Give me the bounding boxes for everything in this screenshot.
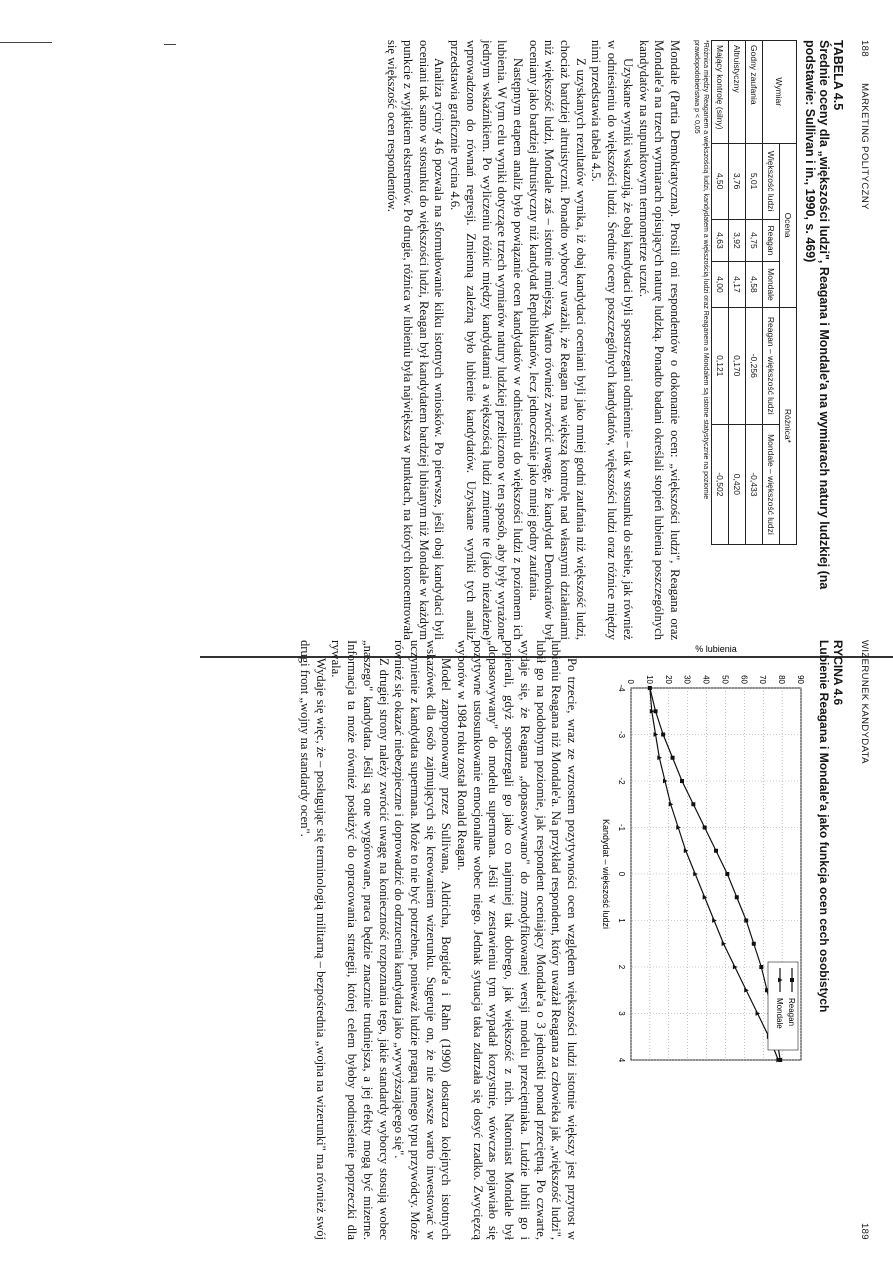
scan-mark-left (0, 42, 52, 43)
row-label: Godny zaufania (746, 41, 763, 144)
page-number: 189 (859, 1222, 870, 1240)
cell: 0,420 (729, 424, 746, 544)
paragraph: Z uzyskanych rezultatów wynika, iż obaj kandydaci oceniani byli jako mniej godni zaufania niż większość ludzi, chociaż bardziej altruistyczni. Ponadto wyborcy uważali, że Reagan ma większą kontrolę nad własnymi działaniami niż większość ludzi, Mondale zaś – istotnie mniejszą. Warto również zwrócić uwagę, że kandydat Demokratów był oceniany jako bardziej altruistyczny niż kandydat Republikanów, lecz jednocześnie jako mniej godny zaufania. (526, 40, 588, 640)
y-tick-label: 90 (796, 675, 805, 684)
y-tick-label: 80 (777, 675, 787, 684)
table-label: TABELA 4.5 (831, 40, 845, 111)
paragraph: Uzyskane wyniki wskazują, że obaj kandydaci byli spostrzegani odmiennie – tak w stosunku do siebie, jak również w odniesieniu do większości ludzi. Średnie oceny poszczególnych kandydatów, większości ludzi oraz różnice między nimi przedstawia tabela 4.5. (589, 40, 635, 640)
y-tick-label: 0 (626, 679, 635, 684)
running-head (859, 640, 870, 1240)
data-point-reagan (703, 826, 707, 830)
data-point-reagan (744, 919, 748, 923)
x-tick-label: -3 (617, 730, 626, 739)
figure-title: Lubienie Reagana i Mondale'a jako funkcja ocen cech osobistych (817, 640, 831, 1013)
col-header-diff-reagan: Reagan – większość ludzi (763, 307, 780, 424)
legend-label: Reagan (787, 998, 796, 1027)
paragraph: Mondale (Partia Demokratyczna). Prosili oni respondentów o dokonanie ocen: „większości ludzi", Reagana oraz Mondale'a na trzech wymiarach opisujących naturę ludzką. Ponadto badani określali stopień lubienia poszczególnych kandydatów na stupunktowym termometrze uczuć. (636, 40, 682, 640)
data-point-reagan (671, 756, 675, 760)
page-189 (90, 640, 870, 1240)
x-tick-label: 4 (617, 1057, 626, 1063)
x-tick-label: -4 (617, 684, 626, 692)
cell: 0,121 (712, 307, 729, 424)
table-row (729, 41, 746, 545)
data-point-reagan (759, 965, 763, 969)
col-header-reagan: Reagan (763, 219, 780, 262)
y-tick-label: 20 (663, 675, 673, 684)
data-point-reagan (735, 895, 739, 899)
figure-label: RYCINA 4.6 (831, 640, 845, 706)
table-row (712, 41, 729, 545)
data-point-reagan (725, 872, 729, 876)
body-text (296, 640, 579, 1240)
paragraph: Wydaje się więc, że – posługując się terminologią militarną – bezpośrednia „wojna na wizerunki" ma również swój drugi front „wojny na standardy ocen". (298, 640, 328, 1240)
data-point-reagan (691, 802, 695, 806)
cell: -0,256 (746, 307, 763, 424)
x-tick-label: 0 (617, 871, 626, 877)
x-tick-label: 1 (617, 918, 626, 923)
x-tick-label: 2 (617, 964, 626, 970)
group-header-ocena: Ocena (780, 143, 797, 307)
cell: 5,01 (746, 143, 763, 219)
cell: 4,00 (712, 262, 729, 308)
paragraph: Analiza ryciny 4.6 pozwala na sformułowanie kilku istotnych wniosków. Po pierwsze, jeśli obaj kandydaci byli oceniani tak samo w stosunku do większości ludzi, Reagan był kandydatem bardziej lubianym niż Mondale w każdym punkcie z wyjątkiem ekstremów. Po drugie, różnica w lubieniu była największa w punktach, na których koncentrowała się większość ocen respondentów. (385, 40, 447, 640)
table-caption (803, 40, 845, 640)
table-row (746, 41, 763, 545)
data-point-reagan (752, 942, 756, 946)
data-point-reagan (680, 779, 684, 783)
table-footnote: *Różnica między Reaganem a większością ludzi, kandydatem a większością ludzi oraz Reaganem a Mondalem są istotne statystycznie na poziomie prawdopodobieństwa p < 0,05 (693, 40, 709, 500)
y-axis-label: % lubienia (695, 644, 737, 654)
cell: 4,75 (746, 219, 763, 262)
x-tick-label: -2 (617, 777, 626, 785)
y-tick-label: 70 (758, 675, 768, 684)
figure-chart (589, 640, 809, 1240)
cell: 0,170 (729, 307, 746, 424)
y-tick-label: 10 (644, 675, 654, 684)
x-tick-label: -1 (617, 823, 626, 832)
cell: 3,76 (729, 143, 746, 219)
paragraph: Następnym etapem analiz było powiązanie ocen kandydatów w odniesieniu do większości ludzi z poziomem ich lubienia. W tym celu wyniki dotyczące trzech wymiarów natury ludzkiej przeliczono w ten sposób, aby były wyrażone jednym wskaźnikiem. Po wyliczeniu różnic między kandydatami a większością ludzi zmienne te (jako niezależne) wprowadzono do równań regresji. Zmienną zależną było lubienie kandydatów. Uzyskane wyniki tych analiz przedstawia graficznie rycina 4.6. (448, 40, 525, 640)
x-axis-label: Kandydat – większość ludzi (601, 818, 611, 930)
page-188 (50, 40, 870, 640)
running-head (859, 40, 870, 640)
y-tick-label: 50 (720, 675, 730, 684)
cell: 4,50 (712, 143, 729, 219)
y-tick-label: 30 (682, 675, 692, 684)
body-text (384, 40, 682, 640)
paragraph: Z drugiej strony należy zwrócić uwagę na konieczność rozpoznania tego, jakie standardy wyborcy stosują wobec „naszego" kandydata. Jeśli są one wygórowane, praca będzie znacznie trudniejsza, a jej efekty mogą być mizerne. Informacja ta może również posłużyć do opracowania strategii, której celem byłoby podniesienie poprzeczki dla rywala. (329, 640, 391, 1240)
cell: 3,92 (729, 219, 746, 262)
ratings-table (711, 40, 797, 545)
running-head-title: WIZERUNEK KANDYDATA (859, 640, 870, 764)
legend-marker-reagan (790, 978, 794, 982)
figure-caption (817, 640, 845, 1240)
col-header-wymiar: Wymiar (763, 41, 797, 144)
cell: 4,63 (712, 219, 729, 262)
col-header-wiekszosc: Większość ludzi (763, 143, 780, 219)
paragraph: Po trzecie, wraz ze wzrostem pozytywności ocen względem większości ludzi istotnie większy jest przyrost w lubieniu Reagana niż Mondale'a. Na przykład respondent, który uważał Reagana za człowieka jak „większość ludzi", lubił go na podobnym poziomie, jak respondent oceniający Mondale'a o 3 jednostki ponad przeciętną. Po czwarte, wydaje się, że Reagana „dopasowywano" do zmodyfikowanej wersji modelu przeciętniaka. Ludzie lubili go i popierali, gdyż spostrzegali go jako co najmniej tak dobrego, jak większość z nich. Natomiast Mondale był „dopasowywany" do modelu supermana. Jeśli w zestawieniu tym wypadał korzystnie, wówczas pojawiało się pozytywne ustosunkowanie emocjonalne wobec niego. Jednak sytuacja taka zdarzała się dosyć rzadko. Zwycięzcą wyborów w 1984 roku został Ronald Reagan. (455, 640, 579, 1240)
cell: 4,58 (746, 262, 763, 308)
paragraph: Model zaproponowany przez Sullivana, Aldricha, Borgide'a i Rahn (1990) dostarcza kolejnych istotnych wskazówek dla osób zajmujących się kreowaniem wizerunku. Sugeruje on, że nie zawsze warto inwestować w uczynienie z kandydata supermana. Może to nie być potrzebne, ponieważ ludzie pragną innego typu przywódcy. Może również się okazać niebezpieczne i doprowadzić do odrzucenia kandydata jako „wywyższającego się". (392, 640, 454, 1240)
x-tick-label: 3 (617, 1011, 626, 1016)
col-header-diff-mondale: Mondale – większość ludzi (763, 424, 780, 544)
legend-label: Mondale (775, 998, 784, 1029)
running-head-title: MARKETING POLITYCZNY (859, 83, 870, 210)
cell: -0,433 (746, 424, 763, 544)
cell: -0,502 (712, 424, 729, 544)
y-tick-label: 40 (701, 675, 711, 684)
page-number: 188 (859, 40, 870, 58)
data-point-reagan (714, 849, 718, 853)
data-point-reagan (661, 733, 665, 737)
row-label: Altruistyczny (729, 41, 746, 144)
y-tick-label: 60 (739, 675, 749, 684)
liking-chart (594, 640, 809, 1080)
col-header-mondale: Mondale (763, 262, 780, 308)
row-label: Mający kontrolę (silny) (712, 41, 729, 144)
table-title: Średnie oceny dla „większości ludzi", Reagana i Mondale'a na wymiarach natury ludzkiej (na podstawie: Sullivan i in., 1990, s. 469) (803, 40, 831, 590)
group-header-roznica: Różnica* (780, 307, 797, 544)
cell: 4,17 (729, 262, 746, 308)
